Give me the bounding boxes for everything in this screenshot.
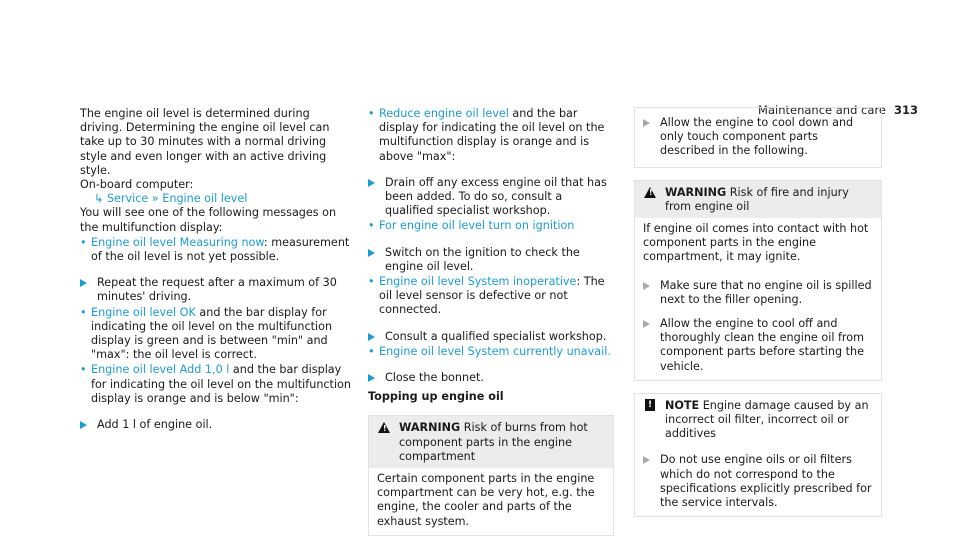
step-arrow-icon [643,282,650,290]
messages-intro: You will see one of the following messages on the multifunction display: [80,206,337,234]
instruction-step [368,371,614,385]
note-heading: Engine damage caused by an incorrect oil filter, incorrect oil or additives [665,398,869,441]
warning-box [634,180,882,381]
step-arrow-icon [643,456,650,464]
instruction-step [368,246,614,274]
step-arrow-icon [80,421,87,429]
warning-box [368,415,614,535]
obc-label: On-board computer: [80,178,194,192]
warning-header [369,416,613,468]
warning-body: If engine oil comes into contact with hot component parts in the engine compartment, it may ignite. [643,222,869,264]
step-text: Do not use engine oils or oil filters which do not correspond to the specifications explicitly prescribed for the service intervals. [660,453,872,510]
step-arrow-icon [368,374,375,382]
menu-item-service[interactable]: Service [106,192,149,206]
message-text: and the bar display for indicating the oil level on the multifunction display is orange and is above "max": [379,107,605,163]
message-link: Reduce engine oil level [379,107,509,120]
column-1 [80,107,352,432]
step-text: Repeat the request after a maximum of 30 minutes' driving. [97,276,337,304]
section-title: Maintenance and care [758,103,886,117]
page-number: 313 [893,103,918,117]
warning-heading: Risk of fire and injury from engine oil [665,185,849,213]
warning-heading: Risk of burns from hot component parts in the engine compartment [399,421,588,463]
note-header [635,394,881,446]
warning-header [635,181,881,218]
column-3 [634,107,882,517]
instruction-step [368,176,614,219]
instruction-step [80,418,352,432]
message-text: and the bar display for indicating the oil level on the multifunction display is orange and is below "min": [91,363,351,405]
list-item [368,345,614,359]
step-text: Consult a qualified specialist workshop. [385,329,607,343]
list-item [80,306,352,363]
menu-arrow-icon: ↳ [94,192,104,206]
step-text: Drain off any excess engine oil that has been added. To do so, consult a qualified specialist workshop. [385,175,607,218]
instruction-step [368,330,614,344]
instruction-box [634,107,882,168]
step-text: Switch on the ignition to check the engine oil level. [385,245,580,273]
column-2 [368,107,614,536]
step-arrow-icon [368,179,375,187]
list-item [368,275,614,318]
message-link: Engine oil level OK [91,305,196,319]
instruction-step [80,276,352,304]
message-text: : The oil level sensor is defective or not connected. [379,275,605,317]
section-heading: Topping up engine oil [368,390,504,404]
step-text: Allow the engine to cool down and only touch component parts described in the following. [660,116,854,158]
message-link: Engine oil level Add 1,0 l [91,363,230,377]
intro-paragraph: The engine oil level is determined during driving. Determining the engine oil level can take up to 30 minutes with a normal driving style and even longer with an active driving style. [80,107,330,177]
step-arrow-icon [643,320,650,328]
step-text: Add 1 l of engine oil. [97,418,213,432]
note-exclamation-icon: ! [645,399,655,411]
menu-item-engine-oil-level[interactable]: Engine oil level [162,192,248,206]
warning-title: WARNING [399,421,461,435]
note-steps [635,445,881,516]
warning-body: Certain component parts in the engine compartment can be very hot, e.g. the engine, the cooler and parts of the exhaust system. [377,472,595,528]
warning-title: WARNING [665,185,727,199]
message-link: Engine oil level Measuring now [91,235,264,249]
step-text: Make sure that no engine oil is spilled next to the filler opening. [660,278,872,306]
double-chevron-icon: » [151,192,159,206]
step-arrow-icon [643,119,650,127]
note-title: NOTE [665,398,700,412]
list-item [80,363,352,406]
message-link: Engine oil level System inoperative [379,275,577,289]
list-item [368,219,614,233]
instruction-step [643,116,873,159]
warning-steps [635,271,881,380]
instruction-step [643,279,873,307]
warning-triangle-icon: ! [644,187,656,198]
step-arrow-icon [80,279,87,287]
step-text: Allow the engine to cool off and thoroughly clean the engine oil from component parts before starting the vehicle. [660,317,865,373]
list-item [368,107,614,164]
note-box [634,393,882,517]
message-text: and the bar display for indicating the oil level on the multifunction display is green and is between "min" and "max": the oil level is correct. [91,305,333,362]
list-item [80,236,352,264]
message-text: : measurement of the oil level is not yet possible. [91,235,350,264]
instruction-step [643,453,873,510]
warning-triangle-icon: ! [378,422,390,433]
instruction-step [643,317,873,374]
message-link: Engine oil level System currently unavail. [379,344,611,358]
message-link: For engine oil level turn on ignition [379,219,575,233]
step-arrow-icon [368,333,375,341]
step-text: Close the bonnet. [385,371,484,385]
menu-path [94,192,352,206]
step-arrow-icon [368,249,375,257]
